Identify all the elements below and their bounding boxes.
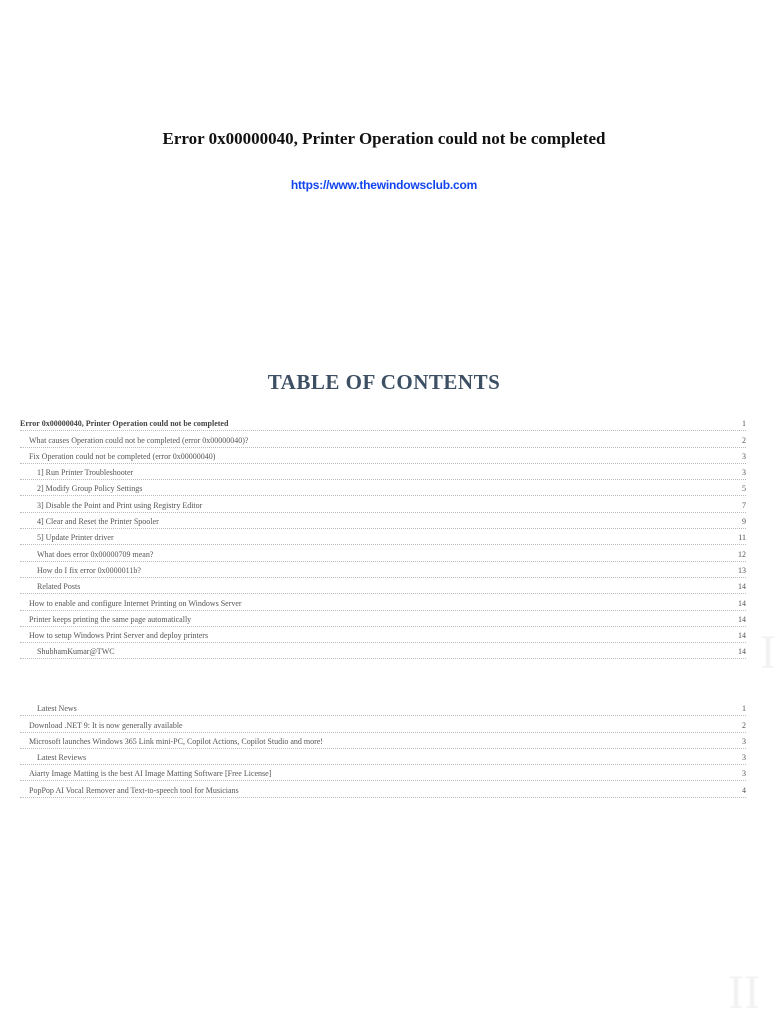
toc-entry-page: 1: [742, 704, 746, 714]
toc-entry-page: 3: [742, 753, 746, 763]
toc-entry[interactable]: [20, 513, 746, 529]
toc-entry[interactable]: [20, 643, 746, 659]
toc-entry-label: Fix Operation could not be completed (error 0x00000040): [29, 451, 216, 461]
toc-entry-page: 11: [738, 533, 746, 543]
toc-entry-page: 7: [742, 500, 746, 510]
toc-entry[interactable]: [20, 627, 746, 643]
toc-entry-page: 2: [742, 435, 746, 445]
toc-entry-page: 5: [742, 484, 746, 494]
toc-entry-label: Error 0x00000040, Printer Operation could not be completed: [20, 419, 229, 429]
toc-entry-label: Aiarty Image Matting is the best AI Image Matting Software [Free License]: [29, 769, 272, 779]
toc-entry-page: 14: [738, 582, 746, 592]
toc-entry-label: Latest News: [37, 704, 77, 714]
toc-entry[interactable]: [20, 765, 746, 781]
toc-entry-page: 14: [738, 614, 746, 624]
toc-entry-page: 3: [742, 468, 746, 478]
toc-entry-label: How do I fix error 0x0000011b?: [37, 565, 141, 575]
toc-entry[interactable]: [20, 480, 746, 496]
toc-entry-label: 5] Update Printer driver: [37, 533, 114, 543]
toc-entry-label: What causes Operation could not be completed (error 0x00000040)?: [29, 435, 249, 445]
toc-entry-page: 1: [742, 419, 746, 429]
toc-entry-label: PopPop AI Vocal Remover and Text-to-speech tool for Musicians: [29, 785, 239, 795]
toc-entry-label: Latest Reviews: [37, 753, 87, 763]
toc-entry-label: ShubhamKumar@TWC: [37, 647, 115, 657]
toc-entry[interactable]: [20, 464, 746, 480]
toc-entry[interactable]: [20, 496, 746, 512]
toc-entry-label: Related Posts: [37, 582, 81, 592]
toc-entry[interactable]: [20, 700, 746, 716]
toc-entry[interactable]: [20, 415, 746, 431]
toc-entry-label: 2] Modify Group Policy Settings: [37, 484, 143, 494]
toc-entry-label: Microsoft launches Windows 365 Link mini-PC, Copilot Actions, Copilot Studio and more!: [29, 736, 323, 746]
toc-entry-page: 4: [742, 785, 746, 795]
toc-entry-page: 12: [738, 549, 746, 559]
toc-entry-label: 1] Run Printer Troubleshooter: [37, 468, 134, 478]
toc-entry-page: 2: [742, 720, 746, 730]
toc-entry-label: Download .NET 9: It is now generally available: [29, 720, 183, 730]
toc-entry[interactable]: [20, 545, 746, 561]
toc-entry[interactable]: [20, 733, 746, 749]
toc-entry[interactable]: [20, 611, 746, 627]
toc-entry-page: 14: [738, 598, 746, 608]
toc-entry[interactable]: [20, 594, 746, 610]
toc-entry-label: How to setup Windows Print Server and deploy printers: [29, 631, 209, 641]
table-of-contents: [20, 415, 746, 659]
toc-entry-page: 14: [738, 631, 746, 641]
toc-entry[interactable]: [20, 529, 746, 545]
toc-heading: TABLE OF CONTENTS: [267, 370, 501, 394]
toc-entry-label: Printer keeps printing the same page automatically: [29, 614, 192, 624]
toc-entry[interactable]: [20, 578, 746, 594]
document-title: Error 0x00000040, Printer Operation could not be completed: [162, 129, 606, 148]
page-watermark: II: [728, 966, 760, 1019]
toc-entry-label: 4] Clear and Reset the Printer Spooler: [37, 517, 159, 527]
toc-entry-page: 14: [738, 647, 746, 657]
toc-entry[interactable]: [20, 562, 746, 578]
toc-entry[interactable]: [20, 716, 746, 732]
toc-entry[interactable]: [20, 749, 746, 765]
website-link[interactable]: https://www.thewindowsclub.com: [290, 178, 478, 192]
toc-entry-label: How to enable and configure Internet Printing on Windows Server: [29, 598, 242, 608]
table-of-contents-continued: [20, 700, 746, 798]
toc-entry-page: 9: [742, 517, 746, 527]
toc-entry-page: 13: [738, 565, 746, 575]
toc-entry-label: 3] Disable the Point and Print using Registry Editor: [37, 500, 203, 510]
toc-entry[interactable]: [20, 781, 746, 797]
toc-entry-page: 3: [742, 769, 746, 779]
toc-entry-page: 3: [742, 736, 746, 746]
toc-entry-page: 3: [742, 451, 746, 461]
toc-entry[interactable]: [20, 431, 746, 447]
toc-entry-label: What does error 0x00000709 mean?: [37, 549, 154, 559]
toc-entry[interactable]: [20, 448, 746, 464]
page-watermark: I: [760, 626, 776, 679]
